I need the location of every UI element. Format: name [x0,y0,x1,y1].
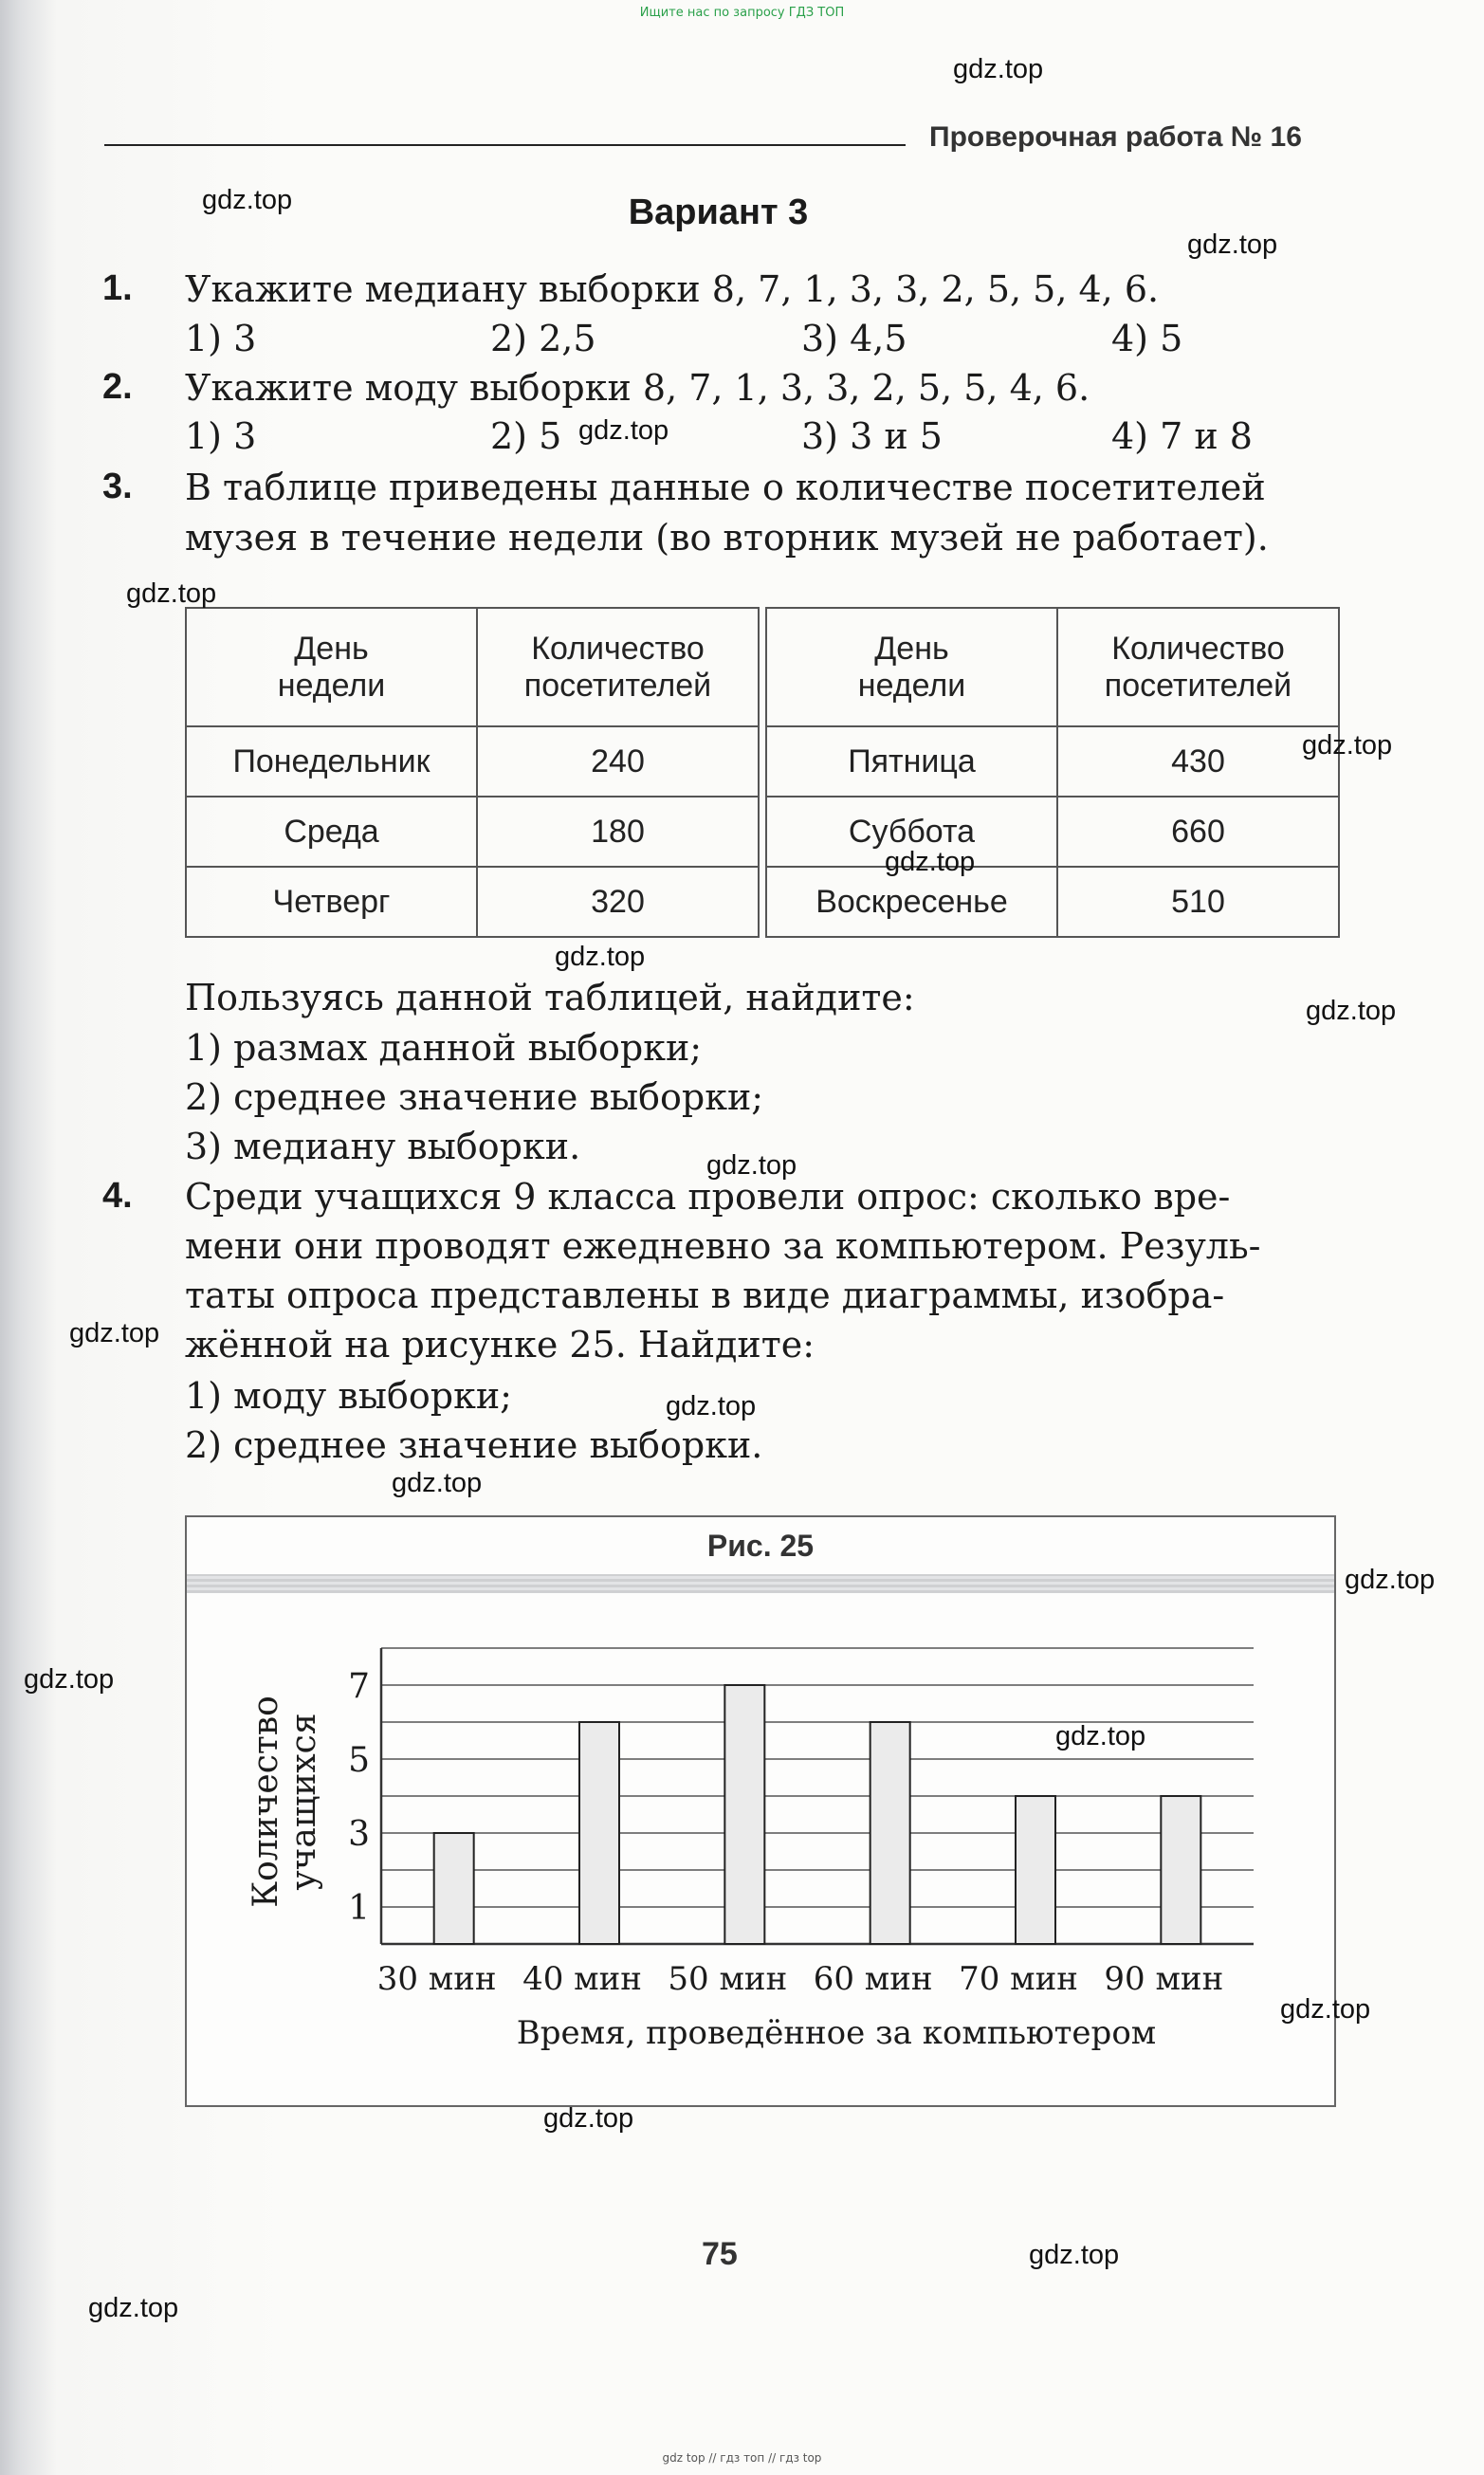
table-row: Среда 180 [186,797,759,867]
x-tick-label: 30 мин [376,1960,497,1998]
watermark-text: gdz.top [392,1468,483,1498]
watermark-text: gdz.top [543,2103,634,2134]
table-row: Суббота 660 [766,797,1339,867]
x-axis-title: Время, проведённое за компьютером [516,2014,1157,2052]
task-3-line-1: В таблице приведены данные о количестве посетителей [185,467,1266,508]
x-tick-label: 50 мин [668,1960,788,1998]
table-header-day: День недели [186,608,477,726]
y-tick-label: 3 [348,1815,370,1854]
table-row: Воскресенье 510 [766,867,1339,937]
table-header-count: Количество посетителей [1057,608,1339,726]
table-row: Понедельник 240 [186,726,759,797]
table-header-day: День недели [766,608,1057,726]
x-tick-label: 60 мин [813,1960,933,1998]
x-tick-label: 40 мин [522,1960,642,1998]
watermark-text: gdz.top [666,1391,757,1421]
task-2-number: 2. [102,367,133,407]
x-tick-label: 90 мин [1104,1960,1224,1998]
task-1-option-3: 3) 4,5 [801,318,907,359]
watermark-text: gdz.top [1029,2240,1120,2270]
task-1-option-2: 2) 2,5 [490,318,596,359]
bar [579,1722,619,1944]
task-2-option-2: 2) 5 [490,415,562,457]
watermark-text: gdz.top [202,185,293,215]
task-3-question-1: 1) размах данной выборки; [185,1027,703,1069]
header-rule [104,144,906,146]
bar-chart [187,1517,1334,2105]
task-3-line-2: музея в течение недели (во вторник музей не работает). [185,517,1269,559]
visitors-table-right [765,607,1340,938]
watermark-text: gdz.top [1055,1721,1146,1751]
watermark-text: gdz.top [1345,1565,1436,1595]
watermark-text: gdz.top [126,578,217,609]
task-4-number: 4. [102,1176,133,1216]
watermark-text: gdz.top [24,1664,115,1695]
task-1-number: 1. [102,268,133,308]
bottom-notice: gdz top // гдз топ // гдз top [662,2451,822,2465]
table-row: Пятница 430 [766,726,1339,797]
watermark-text: gdz.top [953,54,1044,84]
watermark-text: gdz.top [69,1318,160,1348]
watermark-text: gdz.top [578,415,669,446]
y-tick-label: 1 [348,1889,370,1928]
x-tick-label: 70 мин [959,1960,1078,1998]
figure-25 [185,1515,1336,2107]
task-1-text: Укажите медиану выборки 8, 7, 1, 3, 3, 2, 5, 5, 4, 6. [185,268,1160,310]
task-4-line-1: Среди учащихся 9 класса провели опрос: сколько вре- [185,1176,1231,1218]
bar [1161,1796,1200,1944]
watermark-text: gdz.top [1280,1994,1371,2025]
bar [1016,1796,1055,1944]
bar [724,1685,764,1944]
task-3-question-2: 2) среднее значение выборки; [185,1076,764,1118]
header-title: Проверочная работа № 16 [929,121,1302,153]
watermark-text: gdz.top [1187,229,1278,260]
y-axis-title: Количество [247,1696,285,1908]
task-3-number: 3. [102,467,133,506]
task-3-question-3: 3) медиану выборки. [185,1126,581,1167]
task-2-option-4: 4) 7 и 8 [1111,415,1253,457]
watermark-text: gdz.top [1302,730,1393,761]
variant-title: Вариант 3 [628,192,809,232]
task-2-text: Укажите моду выборки 8, 7, 1, 3, 3, 2, 5, 5, 4, 6. [185,367,1090,409]
y-axis-title: учащихся [284,1713,323,1891]
task-4-line-4: жённой на рисунке 25. Найдите: [185,1324,815,1366]
bar [434,1833,474,1944]
watermark-text: gdz.top [885,847,976,877]
page-number: 75 [702,2236,738,2272]
task-4-question-2: 2) среднее значение выборки. [185,1424,763,1466]
task-2-option-1: 1) 3 [185,415,257,457]
watermark-text: gdz.top [1306,996,1397,1026]
watermark-text: gdz.top [555,942,646,972]
task-2-option-3: 3) 3 и 5 [801,415,943,457]
bar [870,1722,910,1944]
figure-caption: Рис. 25 [706,1529,815,1563]
table-row: Четверг 320 [186,867,759,937]
table-header-count: Количество посетителей [477,608,759,726]
task-3-question-intro: Пользуясь данной таблицей, найдите: [185,977,915,1018]
watermark-text: gdz.top [88,2293,179,2323]
watermark-text: gdz.top [706,1150,797,1181]
task-1-option-1: 1) 3 [185,318,257,359]
task-4-line-3: таты опроса представлены в виде диаграммы, изобра- [185,1274,1225,1316]
top-notice: Ищите нас по запросу ГДЗ ТОП [639,6,845,20]
visitors-table-left [185,607,760,938]
task-4-question-1: 1) моду выборки; [185,1375,512,1417]
task-1-option-4: 4) 5 [1111,318,1183,359]
y-tick-label: 7 [348,1667,370,1706]
task-4-line-2: мени они проводят ежедневно за компьютером. Резуль- [185,1225,1261,1267]
y-tick-label: 5 [348,1741,370,1780]
